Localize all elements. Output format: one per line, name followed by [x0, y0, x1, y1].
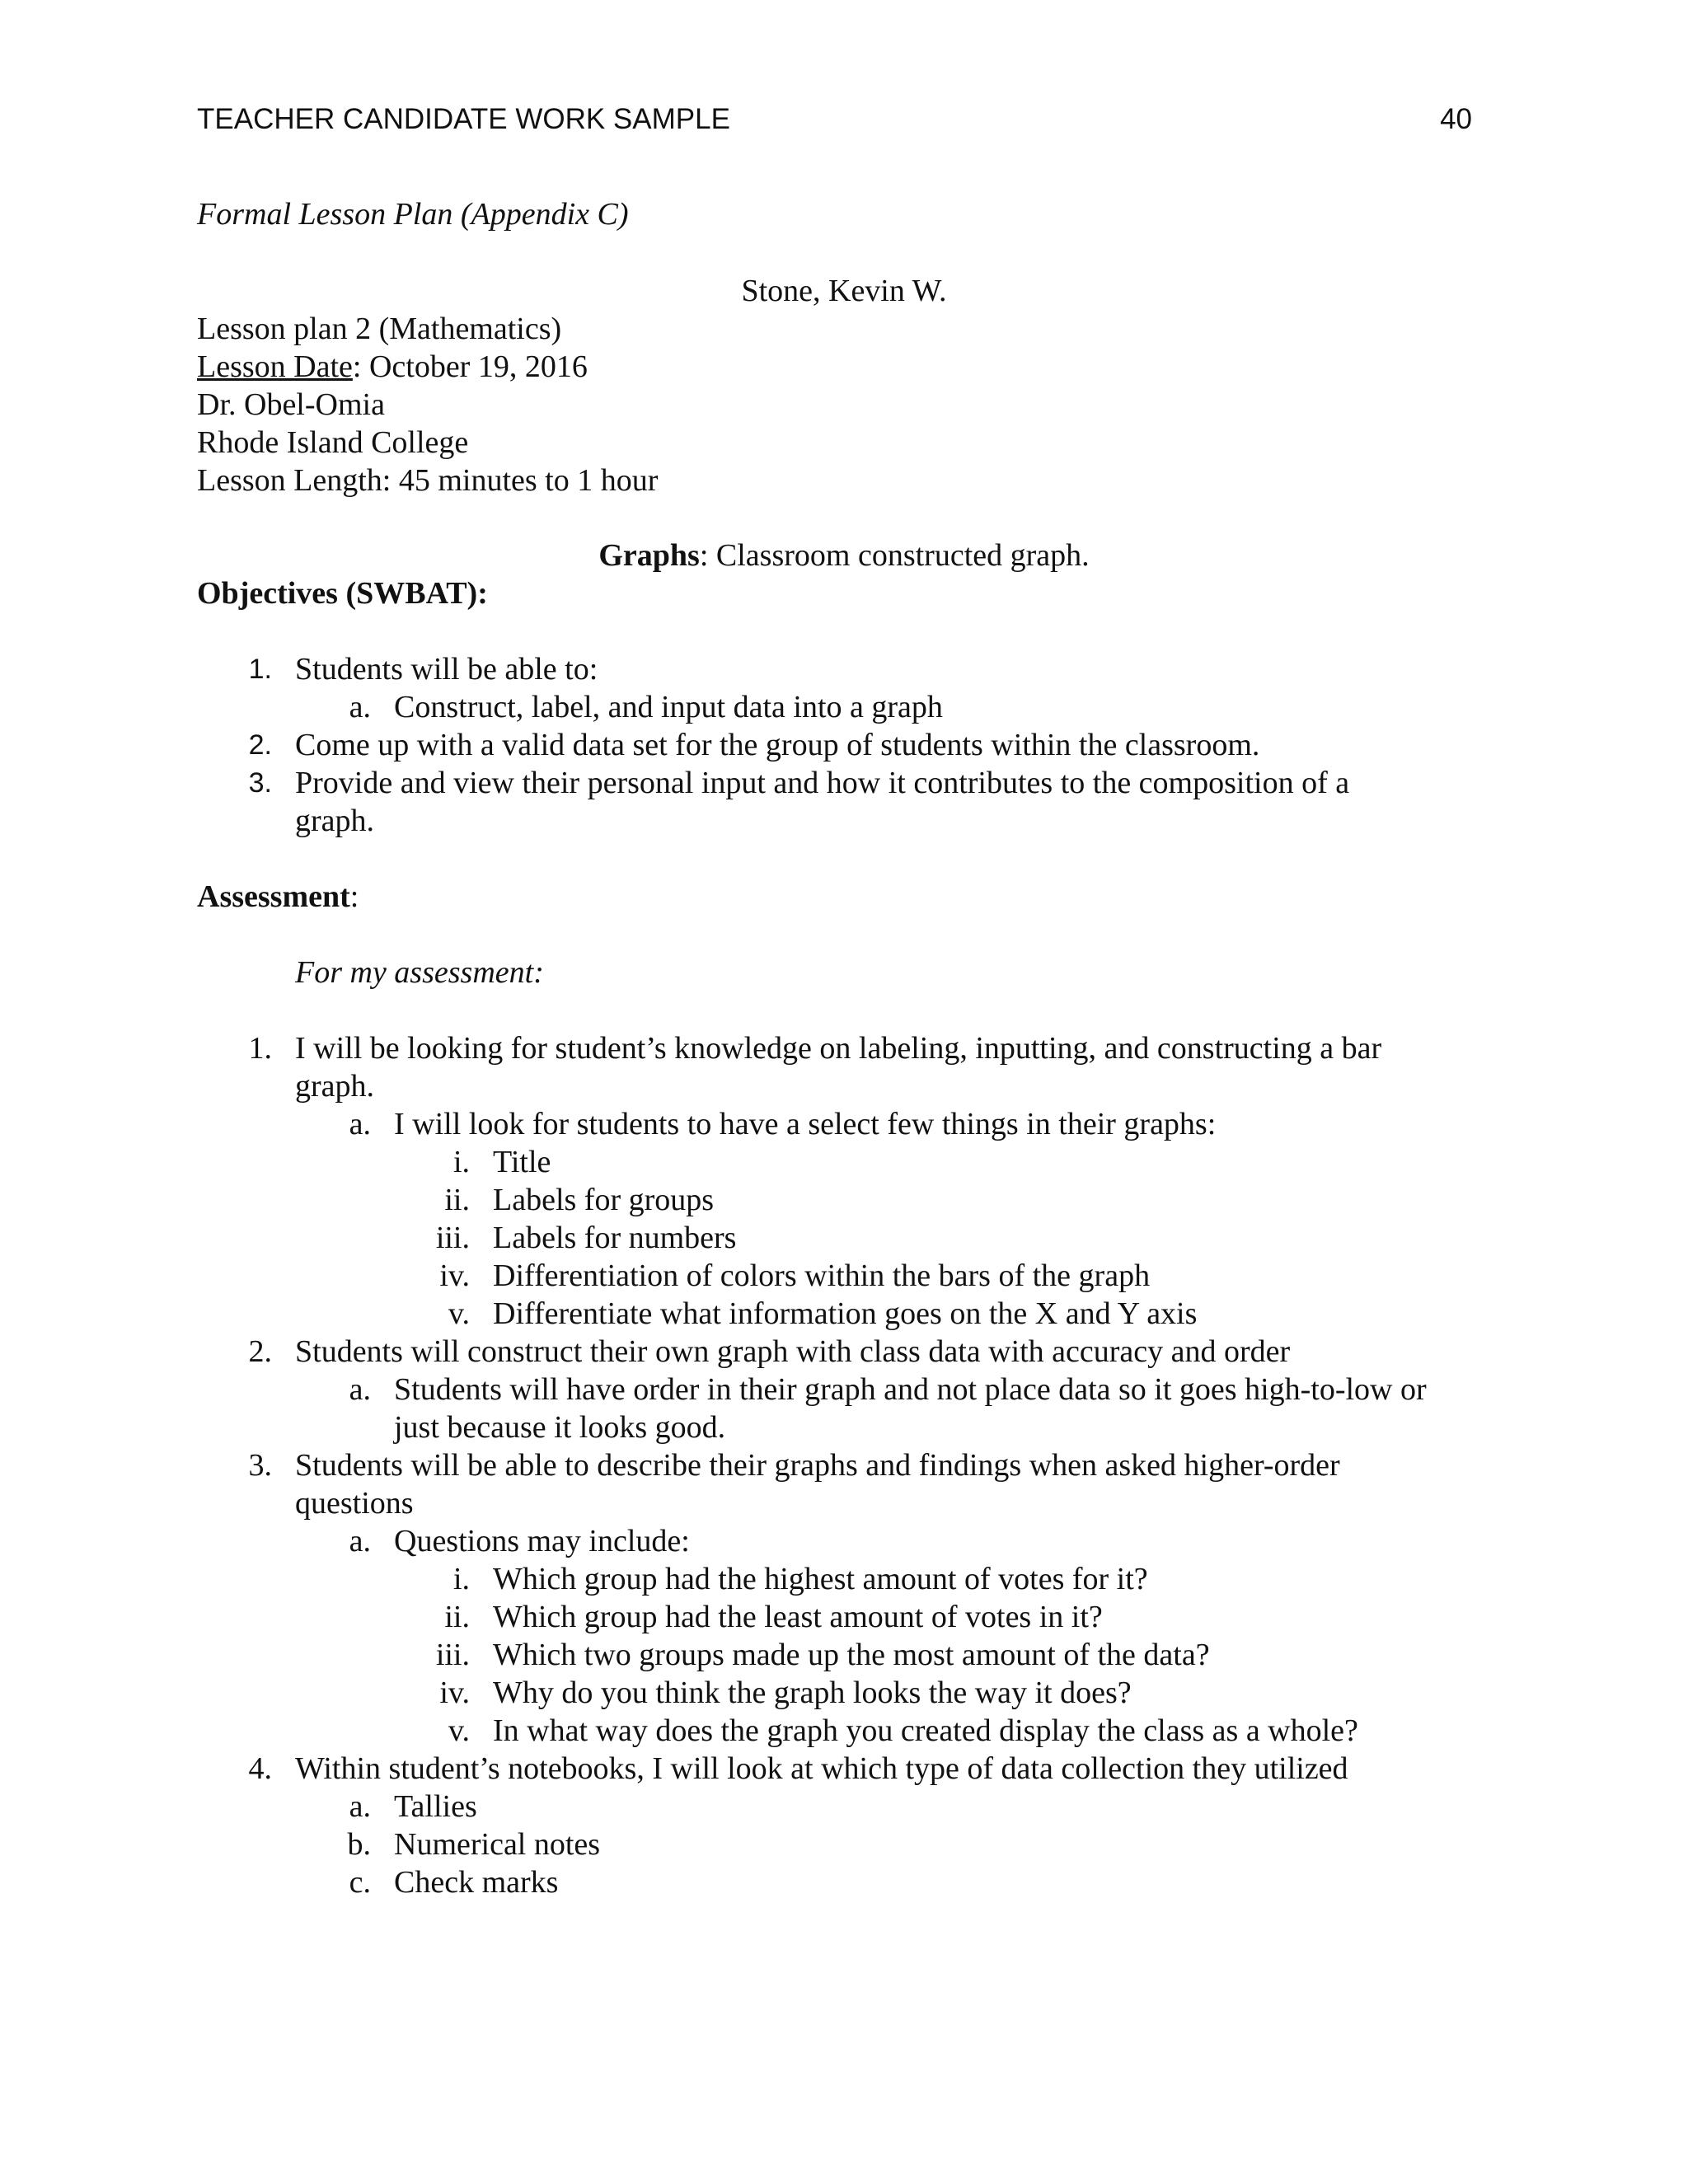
assessment-list [0, 1029, 1688, 1901]
list-item-text: questions [295, 1486, 414, 1521]
lesson-plan-name: Lesson plan 2 (Mathematics) [197, 312, 562, 346]
list-item-text: I will be looking for student’s knowledge on labeling, inputting, and constructing a bar [295, 1031, 1382, 1066]
list-item-text: I will look for students to have a select few things in their graphs: [394, 1107, 1217, 1141]
list-marker: a. [349, 1107, 371, 1141]
list-marker: a. [349, 1372, 371, 1407]
objectives-heading: Objectives (SWBAT): [197, 576, 488, 611]
list-item [0, 1598, 1688, 1636]
list-item [0, 726, 1688, 764]
list-item-continuation [0, 802, 1688, 840]
list-item [0, 650, 1688, 688]
author-name: Stone, Kevin W. [741, 274, 947, 308]
list-item [0, 1181, 1688, 1219]
list-marker: ii. [444, 1183, 470, 1217]
list-item [0, 1522, 1688, 1560]
list-item [0, 688, 1688, 726]
list-item-text: Differentiate what information goes on the X and Y axis [493, 1296, 1198, 1331]
lesson-length: Lesson Length: 45 minutes to 1 hour [197, 463, 659, 498]
topic-label: Graphs [598, 538, 700, 573]
objectives-list [0, 650, 1688, 840]
list-marker: c. [349, 1865, 371, 1900]
list-item-text: Numerical notes [394, 1827, 601, 1862]
list-item-text: Provide and view their personal input and how it contributes to the composition of a [295, 766, 1350, 800]
list-item-text: just because it looks good. [394, 1410, 726, 1445]
list-item-text: Questions may include: [394, 1524, 690, 1558]
list-marker: iv. [439, 1258, 470, 1293]
list-item-text: In what way does the graph you created display the class as a whole? [493, 1713, 1358, 1748]
list-item [0, 1750, 1688, 1788]
list-item [0, 1219, 1688, 1257]
lesson-topic [0, 537, 1688, 574]
list-item [0, 1674, 1688, 1712]
page-number: 40 [1440, 103, 1472, 135]
lesson-date [197, 348, 658, 386]
instructor-name: Dr. Obel-Omia [197, 387, 385, 422]
list-item [0, 1143, 1688, 1181]
list-marker: 4. [248, 1751, 272, 1786]
list-marker: 1. [248, 654, 272, 685]
list-marker: v. [448, 1713, 470, 1748]
list-marker: 3. [248, 1448, 272, 1483]
list-marker: b. [347, 1827, 371, 1862]
lesson-meta [197, 310, 658, 499]
list-marker: a. [349, 1524, 371, 1558]
list-item-text: Which two groups made up the most amount of the data? [493, 1638, 1210, 1672]
list-item-text: Construct, label, and input data into a graph [394, 690, 943, 724]
list-item [0, 764, 1688, 802]
list-item-text: Labels for groups [493, 1183, 715, 1217]
institution-name: Rhode Island College [197, 425, 469, 460]
assessment-heading [197, 878, 359, 916]
list-item [0, 1371, 1688, 1408]
list-item-text: Check marks [394, 1865, 559, 1900]
topic-value: : Classroom constructed graph. [699, 538, 1090, 573]
list-item [0, 1788, 1688, 1825]
list-item-text: Students will construct their own graph with class data with accuracy and order [295, 1334, 1291, 1369]
list-item-continuation [0, 1408, 1688, 1446]
list-item-text: Tallies [394, 1789, 477, 1824]
list-item-text: Labels for numbers [493, 1221, 737, 1255]
assessment-intro: For my assessment: [295, 955, 544, 990]
lesson-date-value: : October 19, 2016 [352, 349, 588, 384]
list-item-text: Differentiation of colors within the bars of the graph [493, 1258, 1151, 1293]
list-item-continuation [0, 1484, 1688, 1522]
list-marker: ii. [444, 1600, 470, 1634]
list-item [0, 1712, 1688, 1750]
assessment-heading-colon: : [349, 879, 359, 914]
list-marker: 1. [248, 1031, 272, 1066]
list-marker: iii. [435, 1221, 470, 1255]
list-item [0, 1825, 1688, 1863]
list-marker: iii. [435, 1638, 470, 1672]
list-item-text: Students will be able to: [295, 652, 598, 687]
list-item [0, 1863, 1688, 1901]
doc-subtitle: Formal Lesson Plan (Appendix C) [197, 197, 629, 232]
list-item-text: Come up with a valid data set for the group of students within the classroom. [295, 728, 1260, 762]
list-item-text: graph. [295, 1069, 375, 1104]
list-marker: 3. [248, 767, 272, 799]
lesson-date-label: Lesson Date [197, 349, 353, 384]
list-item-text: Title [493, 1145, 551, 1179]
list-marker: i. [452, 1562, 470, 1596]
list-item [0, 1029, 1688, 1067]
list-marker: v. [448, 1296, 470, 1331]
list-item-text: Why do you think the graph looks the way it does? [493, 1675, 1132, 1710]
list-marker: a. [349, 1789, 371, 1824]
list-item-text: Students will be able to describe their graphs and findings when asked higher-order [295, 1448, 1340, 1483]
running-head-title: TEACHER CANDIDATE WORK SAMPLE [197, 103, 730, 135]
list-item-text: graph. [295, 804, 375, 838]
list-item [0, 1333, 1688, 1371]
list-item-text: Which group had the least amount of votes in it? [493, 1600, 1103, 1634]
list-item-text: Within student’s notebooks, I will look at which type of data collection they utilized [295, 1751, 1348, 1786]
assessment-heading-text: Assessment [197, 879, 350, 914]
list-item-text: Which group had the highest amount of votes for it? [493, 1562, 1148, 1596]
list-marker: 2. [248, 729, 272, 761]
list-item [0, 1446, 1688, 1484]
list-marker: a. [349, 690, 371, 724]
list-item-text: Students will have order in their graph and not place data so it goes high-to-low or [394, 1372, 1427, 1407]
list-item [0, 1560, 1688, 1598]
list-marker: iv. [439, 1675, 470, 1710]
list-item [0, 1295, 1688, 1333]
list-marker: 2. [248, 1334, 272, 1369]
list-item [0, 1105, 1688, 1143]
list-item-continuation [0, 1067, 1688, 1105]
list-marker: i. [452, 1145, 470, 1179]
list-item [0, 1636, 1688, 1674]
list-item [0, 1257, 1688, 1295]
